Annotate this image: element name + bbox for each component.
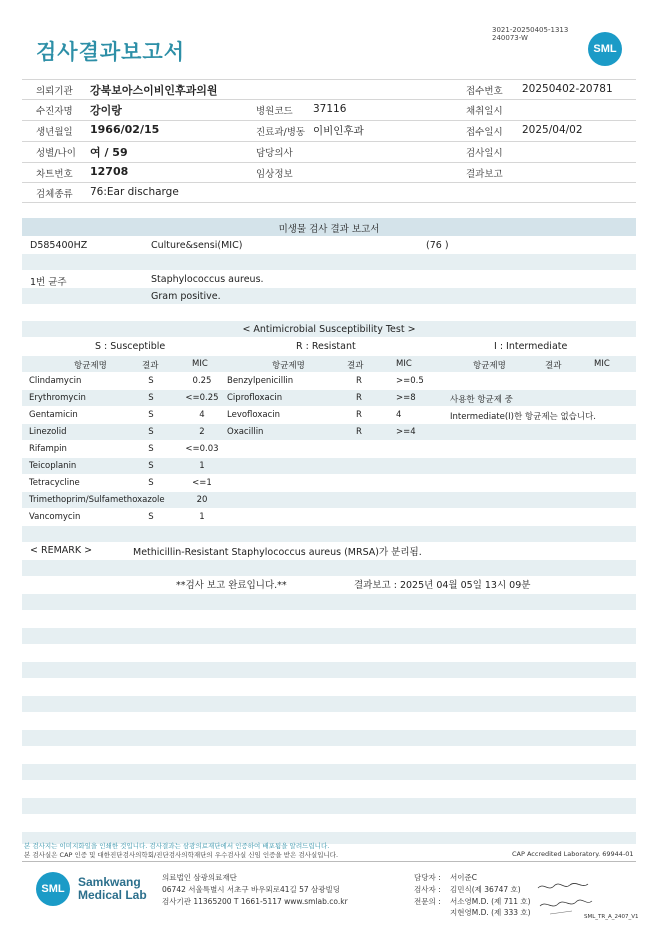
organism-name: Staphylococcus aureus. <box>151 274 264 285</box>
collect-label: 채취일시 <box>466 106 503 117</box>
row-band <box>22 730 636 746</box>
mic-value: 4 <box>199 410 205 420</box>
staff-role: 담당자 : <box>414 873 441 882</box>
specimen-value: 76:Ear discharge <box>90 186 179 198</box>
divider <box>22 99 636 100</box>
staff-role: 전문의 : <box>414 897 441 906</box>
test-name: Culture&sensi(MIC) <box>151 240 243 251</box>
mic-value: 4 <box>396 410 402 420</box>
result-value: R <box>356 376 362 386</box>
document-number: 3021-20250405-1313 240073-W <box>492 26 569 42</box>
ward-code-label: 병원코드 <box>256 106 293 117</box>
col-header-result: 결과 <box>545 361 562 371</box>
test-date-label: 검사일시 <box>466 148 503 159</box>
divider <box>22 162 636 163</box>
drug-name: Ciprofloxacin <box>227 393 283 403</box>
staff-name: 서이준C <box>450 873 477 882</box>
test-number: (76 ) <box>426 240 449 251</box>
drug-name: Rifampin <box>29 444 67 454</box>
dept-value: 이비인후과 <box>313 125 364 137</box>
institution-label: 의뢰기관 <box>36 86 73 97</box>
gram-stain: Gram positive. <box>151 291 221 302</box>
col-header-result: 결과 <box>347 361 364 371</box>
drug-name: Erythromycin <box>29 393 86 403</box>
row-band <box>22 390 636 406</box>
result-value: R <box>356 427 362 437</box>
report-label: 결과보고 <box>466 169 503 180</box>
sml-footer-logo: SML <box>36 872 70 906</box>
row-band <box>22 458 636 474</box>
doctor-label: 담당의사 <box>256 148 293 159</box>
subject-label: 수진자명 <box>36 106 73 117</box>
intermediate-note: Intermediate(I)한 항균제는 없습니다. <box>450 412 596 422</box>
drug-name: Teicoplanin <box>29 461 77 471</box>
test-code: D585400HZ <box>30 240 88 251</box>
receipt-date-value: 2025/04/02 <box>522 124 583 136</box>
intermediate-note: 사용한 항균제 중 <box>450 395 513 405</box>
chart-label: 차트번호 <box>36 169 73 180</box>
birth-value: 1966/02/15 <box>90 123 160 136</box>
remark-label: < REMARK > <box>30 545 93 556</box>
footer-notice: 본 검사지는 이미지화일을 인쇄한 것입니다. 검사결과는 삼광의료재단에서 인증하여 배포됨을 알려드립니다. <box>24 842 330 850</box>
mic-value: >=0.5 <box>396 376 424 386</box>
staff-name: 김민식(제 36747 호) <box>450 885 521 894</box>
organism-label: 1번 균주 <box>30 277 67 288</box>
mic-value: <=1 <box>192 478 212 488</box>
remark-text: Methicillin-Resistant Staphylococcus aureus (MRSA)가 분리됨. <box>133 547 422 558</box>
result-value: S <box>148 444 154 454</box>
sex-age-label: 성별/나이 <box>36 148 76 159</box>
result-value: R <box>356 393 362 403</box>
brand-name: Samkwang Medical Lab <box>78 875 147 902</box>
row-band <box>22 288 636 304</box>
result-value: S <box>148 393 154 403</box>
col-header-drug: 항균제명 <box>473 361 506 371</box>
row-band <box>22 764 636 780</box>
mic-value: 1 <box>199 512 205 522</box>
drug-name: Trimethoprim/Sulfamethoxazole <box>29 495 165 505</box>
divider <box>22 120 636 121</box>
result-value: S <box>148 427 154 437</box>
result-value: S <box>148 478 154 488</box>
mic-value: >=4 <box>396 427 416 437</box>
result-value: R <box>356 410 362 420</box>
col-header-mic: MIC <box>594 359 610 369</box>
drug-name: Clindamycin <box>29 376 82 386</box>
col-header-drug: 항균제명 <box>74 361 107 371</box>
row-band <box>22 424 636 440</box>
row-band <box>22 356 636 372</box>
mic-value: 1 <box>199 461 205 471</box>
drug-name: Levofloxacin <box>227 410 281 420</box>
ast-title: < Antimicrobial Susceptibility Test > <box>242 324 416 335</box>
mic-value: >=8 <box>396 393 416 403</box>
divider <box>22 79 636 80</box>
footer-notice: 본 검사실은 CAP 인증 및 대한진단검사의학회/진단검사의학재단의 우수검사실 신임 인증을 받은 검사실입니다. <box>24 851 339 859</box>
col-header-mic: MIC <box>192 359 208 369</box>
chart-value: 12708 <box>90 165 129 178</box>
legend-susceptible: S : Susceptible <box>95 341 166 352</box>
org-address: 06742 서울특별시 서초구 바우뫼로41길 57 삼광빌딩 <box>162 885 341 894</box>
subject-value: 강이랑 <box>90 104 122 117</box>
mic-value: <=0.03 <box>185 444 219 454</box>
drug-name: Linezolid <box>29 427 67 437</box>
staff-role: 검사자 : <box>414 885 441 894</box>
mic-value: 20 <box>196 495 208 505</box>
staff-name: 지현영M.D. (제 333 호) <box>450 908 531 917</box>
legend-intermediate: I : Intermediate <box>494 341 568 352</box>
dept-label: 진료과/병동 <box>256 127 306 138</box>
col-header-mic: MIC <box>396 359 412 369</box>
receipt-no-value: 20250402-20781 <box>522 83 613 95</box>
result-value: S <box>148 512 154 522</box>
result-value: S <box>148 410 154 420</box>
completion-text: **검사 보고 완료입니다.** <box>176 580 287 591</box>
divider <box>22 202 636 203</box>
row-band <box>22 526 636 542</box>
birth-label: 생년월일 <box>36 127 73 138</box>
receipt-date-label: 접수일시 <box>466 127 503 138</box>
row-band <box>22 254 636 270</box>
drug-name: Vancomycin <box>29 512 81 522</box>
divider <box>22 141 636 142</box>
clinical-label: 임상정보 <box>256 169 293 180</box>
row-band <box>22 560 636 576</box>
divider <box>22 182 636 183</box>
row-band <box>22 798 636 814</box>
result-value: S <box>148 376 154 386</box>
drug-name: Gentamicin <box>29 410 78 420</box>
org-name: 의료법인 삼광의료재단 <box>162 873 237 882</box>
section-title: 미생물 검사 결과 보고서 <box>278 224 380 235</box>
report-time: 결과보고 : 2025년 04월 05일 13시 09분 <box>354 580 531 591</box>
ward-code-value: 37116 <box>313 103 347 115</box>
drug-name: Tetracycline <box>29 478 80 488</box>
legend-resistant: R : Resistant <box>296 341 356 352</box>
sml-logo: SML <box>588 32 622 66</box>
drug-name: Benzylpenicillin <box>227 376 294 386</box>
row-band <box>22 662 636 678</box>
page-title: 검사결과보고서 <box>36 40 186 64</box>
row-band <box>22 628 636 644</box>
receipt-no-label: 접수번호 <box>466 86 503 97</box>
drug-name: Oxacillin <box>227 427 264 437</box>
staff-name: 서소영M.D. (제 711 호) <box>450 897 531 906</box>
mic-value: 2 <box>199 427 205 437</box>
row-band <box>22 696 636 712</box>
divider <box>22 861 636 862</box>
org-contact: 검사기관 11365200 T 1661-5117 www.smlab.co.kr <box>162 897 348 906</box>
row-band <box>22 594 636 610</box>
cap-accreditation: CAP Accredited Laboratory. 69944-01 <box>512 850 634 858</box>
mic-value: <=0.25 <box>185 393 219 403</box>
specimen-label: 검체종류 <box>36 189 73 200</box>
mic-value: 0.25 <box>192 376 212 386</box>
institution-value: 강북보아스이비인후과의원 <box>90 84 218 97</box>
col-header-drug: 항균제명 <box>272 361 305 371</box>
sex-age-value: 여 / 59 <box>90 146 128 159</box>
col-header-result: 결과 <box>142 361 159 371</box>
form-code: SML_TR_A_2407_V1 <box>584 914 639 920</box>
result-value: S <box>148 461 154 471</box>
